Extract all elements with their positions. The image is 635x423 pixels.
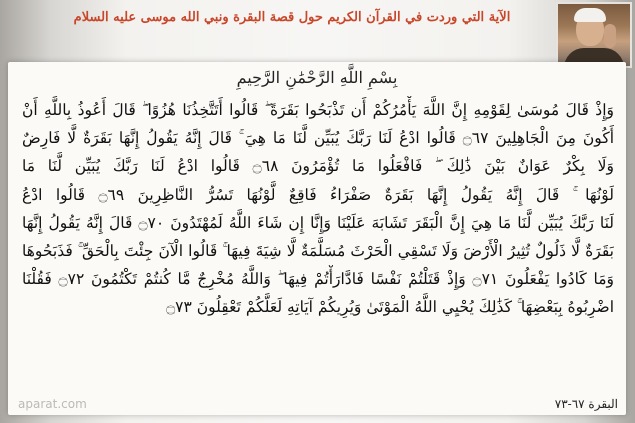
verse-line: بَقَرَةٌ لَّا ذَلُولٌ تُثِيرُ الْأَرْضَ وَلَا تَسْقِي الْحَرْثَ مُسَلَّمَةٌ لَّا شِيَةَ فِيهَا ۚ قَالُوا الْآنَ جِئْتَ بِالْحَقِّ ۚ فَذَبَحُوهَا [22,241,614,260]
page-title: الآية التي وردت في القرآن الكريم حول قصة البقرة ونبي الله موسى عليه السلام [73,10,511,25]
reciter-photo [556,2,632,68]
verse-line: اضْرِبُوهُ بِبَعْضِهَا ۚ كَذَٰلِكَ يُحْيِي اللَّهُ الْمَوْتَىٰ وَيُرِيكُمْ آيَاتِهِ لَعَلَّكُمْ تَعْقِلُونَ ۝٧٣ [166,298,614,317]
photo-hand [604,24,616,48]
watermark: aparat.com [18,397,87,411]
verse-line: وَلَا بِكْرٌ عَوَانٌ بَيْنَ ذَٰلِكَ ۖ فَافْعَلُوا مَا تُؤْمَرُونَ ۝٦٨ قَالُوا ادْعُ لَنَا رَبَّكَ يُبَيِّن لَّنَا مَا [22,157,614,176]
verse-block [22,96,614,322]
surah-reference: البقرة ٦٧-٧٣ [554,397,618,411]
basmala: بِسْمِ اللَّهِ الرَّحْمَٰنِ الرَّحِيمِ [236,68,398,87]
verse-line: وَمَا كَادُوا يَفْعَلُونَ ۝٧١ وَإِذْ قَتَلْتُمْ نَفْسًا فَادَّارَأْتُمْ فِيهَا ۖ وَاللَّهُ مُخْرِجٌ مَّا كُنتُمْ تَكْتُمُونَ ۝٧٢ فَقُلْنَا [22,270,614,289]
verse-line: أَكُونَ مِنَ الْجَاهِلِينَ ۝٦٧ قَالُوا ادْعُ لَنَا رَبَّكَ يُبَيِّن لَّنَا مَا هِيَ ۚ قَالَ إِنَّهُ يَقُولُ إِنَّهَا بَقَرَةٌ لَّا فَارِضٌ [22,129,614,148]
photo-cap [574,8,606,22]
mushaf-page [8,62,626,415]
verse-line: لَنَا رَبَّكَ يُبَيِّن لَّنَا مَا هِيَ إِنَّ الْبَقَرَ تَشَابَهَ عَلَيْنَا وَإِنَّا إِن شَاءَ اللَّهُ لَمُهْتَدُونَ ۝٧٠ قَالَ إِنَّهُ يَقُولُ إِنَّهَا [22,213,614,232]
verse-line: وَإِذْ قَالَ مُوسَىٰ لِقَوْمِهِ إِنَّ اللَّهَ يَأْمُرُكُمْ أَن تَذْبَحُوا بَقَرَةً ۖ قَالُوا أَتَتَّخِذُنَا هُزُوًا ۖ قَالَ أَعُوذُ بِاللَّهِ أَنْ [22,101,614,119]
verse-line: لَوْنُهَا ۚ قَالَ إِنَّهُ يَقُولُ إِنَّهَا بَقَرَةٌ صَفْرَاءُ فَاقِعٌ لَّوْنُهَا تَسُرُّ النَّاظِرِينَ ۝٦٩ قَالُوا ادْعُ [22,185,614,204]
